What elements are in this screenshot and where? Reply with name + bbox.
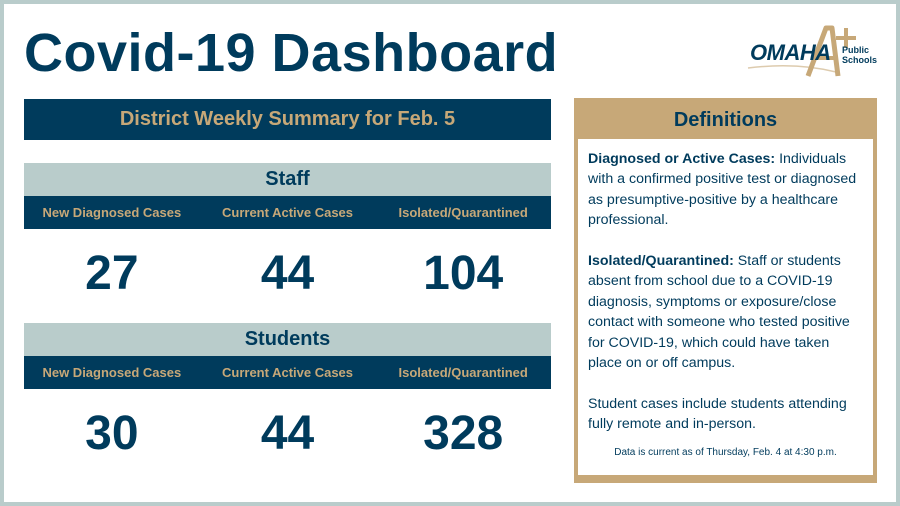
students-isolated-value: 328 [423,406,504,460]
definitions-heading: Definitions [673,109,778,131]
definition-diagnosed [588,149,865,231]
logo-subtitle [842,45,877,65]
weekly-summary-banner: District Weekly Summary for Feb. 5 [24,99,551,140]
staff-current-active-value: 44 [260,246,315,300]
logo-line-schools: Schools [842,55,878,65]
staff-new-diagnosed-value: 27 [85,246,139,300]
student-cases-note: Student cases include students attending fully remote and in-person. [588,395,847,433]
logo-wordmark: OMAHA [750,40,831,65]
students-heading: Students [24,323,551,356]
definition-isolated-text: Staff or students absent from school due to a COVID-19 diagnosis, symptoms or exposure/close contact with someone who tested positive for COVID-19, which could have taken place on or off campus. [588,253,850,372]
definition-diagnosed-term: Diagnosed or Active Cases: [588,151,776,167]
students-column-headers [24,356,551,389]
students-col-isolated: Isolated/Quarantined [398,365,528,380]
staff-col-new-diagnosed: New Diagnosed Cases [42,205,182,220]
definition-isolated [588,251,865,373]
definition-diagnosed-text: Individuals with a confirmed positive test or diagnosed as presumptive-positive by a healthcare professional. [588,151,857,229]
staff-section [24,163,551,317]
staff-heading: Staff [24,163,551,196]
definition-isolated-term: Isolated/Quarantined: [588,253,734,270]
staff-isolated-value: 104 [423,246,504,300]
students-section [24,323,551,477]
page-title: Covid-19 Dashboard [24,23,559,83]
logo-line-public: Public [842,45,870,55]
staff-values [24,229,551,317]
students-col-current-active: Current Active Cases [222,365,354,380]
staff-col-isolated: Isolated/Quarantined [398,205,528,220]
students-values [24,389,551,477]
definitions-body [578,139,873,475]
data-currency-footnote: Data is current as of Thursday, Feb. 4 at 4:30 p.m. [614,446,837,458]
staff-col-current-active: Current Active Cases [222,205,354,220]
students-current-active-value: 44 [260,406,315,460]
students-col-new-diagnosed: New Diagnosed Cases [42,365,182,380]
definitions-panel [574,98,877,483]
students-new-diagnosed-value: 30 [85,406,139,460]
omaha-public-schools-logo [746,22,886,82]
dashboard-frame [4,4,896,502]
staff-column-headers [24,196,551,229]
